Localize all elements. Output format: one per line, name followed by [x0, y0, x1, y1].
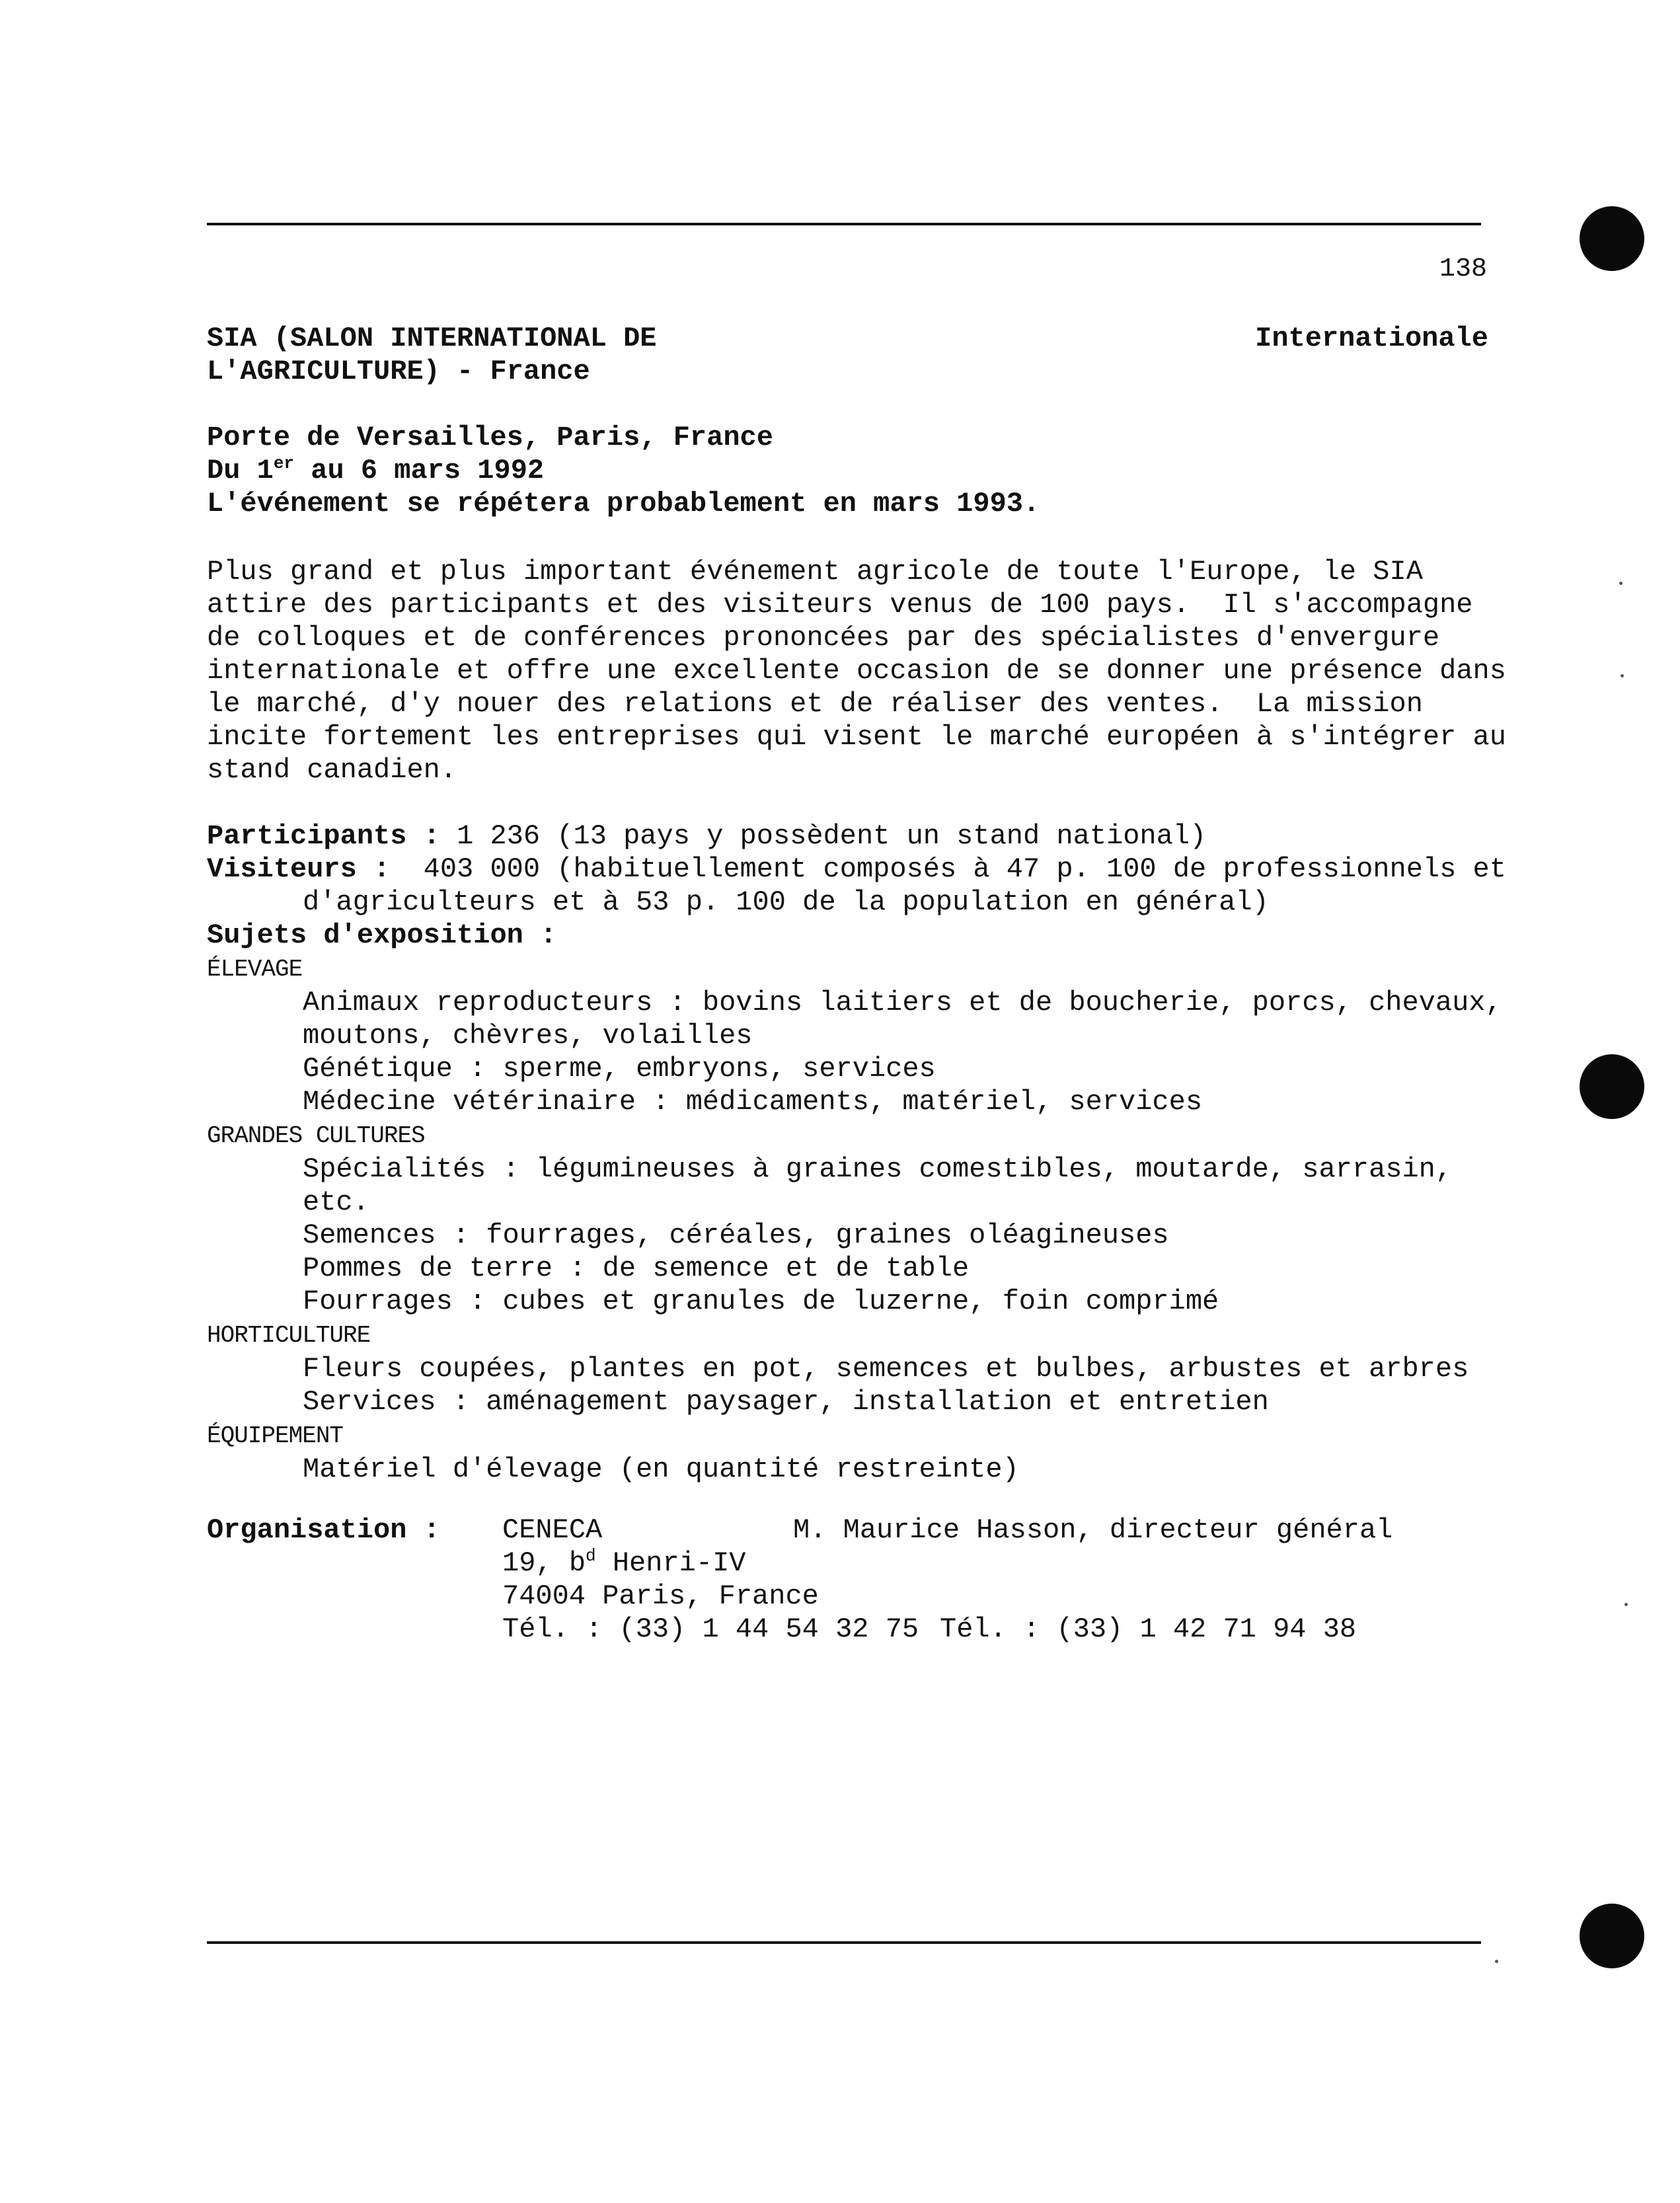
subject-item: Spécialités : légumineuses à graines comestibles, moutarde, sarrasin, [303, 1153, 1453, 1185]
description-line: le marché, d'y nouer des relations et de réaliser des ventes. La mission [207, 688, 1423, 720]
venue-location: Porte de Versailles, Paris, France [207, 422, 773, 453]
organisation-name: CENECA [502, 1514, 603, 1546]
bottom-rule [207, 1941, 1481, 1944]
subject-item: etc. [303, 1186, 369, 1218]
scan-speck [1624, 1603, 1628, 1606]
description-line: internationale et offre une excellente occasion de se donner une présence dans [207, 655, 1506, 687]
description-line: incite fortement les entreprises qui visent le marché européen à s'intégrer au [207, 721, 1506, 753]
visitors-label: Visiteurs : [207, 853, 391, 885]
organisation-phone: Tél. : (33) 1 44 54 32 75 [502, 1613, 919, 1645]
event-title [207, 322, 657, 388]
event-stats [207, 820, 1506, 1486]
organisation-street: 19, $b^d$ Henri-IV [502, 1546, 746, 1579]
subject-item: Fleurs coupées, plantes en pot, semences et bulbes, arbustes et arbres [303, 1353, 1469, 1385]
section-heading-equipement: ÉQUIPEMENT [207, 1422, 344, 1449]
subject-item: moutons, chèvres, volailles [303, 1020, 753, 1052]
participants-value: 1 236 (13 pays y possèdent un stand national) [439, 820, 1207, 852]
subject-item: Matériel d'élevage (en quantité restreinte) [303, 1453, 1019, 1485]
description-line: stand canadien. [207, 754, 457, 786]
subject-item: Services : aménagement paysager, installation et entretien [303, 1386, 1269, 1418]
section-heading-horticulture: HORTICULTURE [207, 1322, 371, 1349]
organisation-contact: M. Maurice Hasson, directeur général [793, 1514, 1393, 1546]
subject-item: Pommes de terre : de semence et de table [303, 1253, 970, 1284]
description-line: de colloques et de conférences prononcées par des spécialistes d'envergure [207, 622, 1440, 654]
binder-hole [1580, 1904, 1644, 1968]
contact-phone: Tél. : (33) 1 42 71 94 38 [940, 1613, 1357, 1645]
scan-speck [1621, 674, 1624, 677]
subject-item: Fourrages : cubes et granules de luzerne, foin comprimé [303, 1286, 1219, 1317]
binder-hole [1580, 1054, 1644, 1119]
visitors-value: 403 000 (habituellement composés à 47 p. 100 de professionnels et [390, 853, 1506, 885]
scan-speck [1619, 582, 1623, 585]
organisation-city: 74004 Paris, France [502, 1580, 819, 1612]
event-scope: Internationale [1255, 323, 1488, 354]
description-line: attire des participants et des visiteurs venus de 100 pays. Il s'accompagne [207, 589, 1473, 621]
event-venue [207, 421, 1040, 520]
event-description [207, 555, 1506, 787]
organisation-label: Organisation : [207, 1514, 440, 1546]
scan-speck [1495, 1960, 1498, 1963]
event-title-line2: L'AGRICULTURE) - France [207, 356, 590, 387]
description-line: Plus grand et plus important événement agricole de toute l'Europe, le SIA [207, 556, 1423, 588]
subjects-label: Sujets d'exposition : [207, 919, 557, 951]
visitors-value-cont: d'agriculteurs et à 53 p. 100 de la population en général) [303, 886, 1269, 918]
venue-dates: Du 1er au 6 mars 1992 [207, 453, 545, 486]
subject-item: Semences : fourrages, céréales, graines oléagineuses [303, 1219, 1169, 1251]
subject-item: Médecine vétérinaire : médicaments, matériel, services [303, 1086, 1203, 1118]
venue-recurrence: L'événement se répétera probablement en mars 1993. [207, 488, 1040, 520]
top-rule [207, 223, 1481, 225]
section-heading-grandes-cultures: GRANDES CULTURES [207, 1122, 425, 1149]
subject-item: Génétique : sperme, embryons, services [303, 1053, 936, 1085]
binder-hole [1580, 206, 1644, 271]
page-number: 138 [1439, 254, 1487, 284]
section-heading-elevage: ÉLEVAGE [207, 956, 303, 983]
event-title-line1: SIA (SALON INTERNATIONAL DE [207, 323, 657, 354]
participants-label: Participants : [207, 820, 440, 852]
subject-item: Animaux reproducteurs : bovins laitiers et de boucherie, porcs, chevaux, [303, 987, 1502, 1019]
